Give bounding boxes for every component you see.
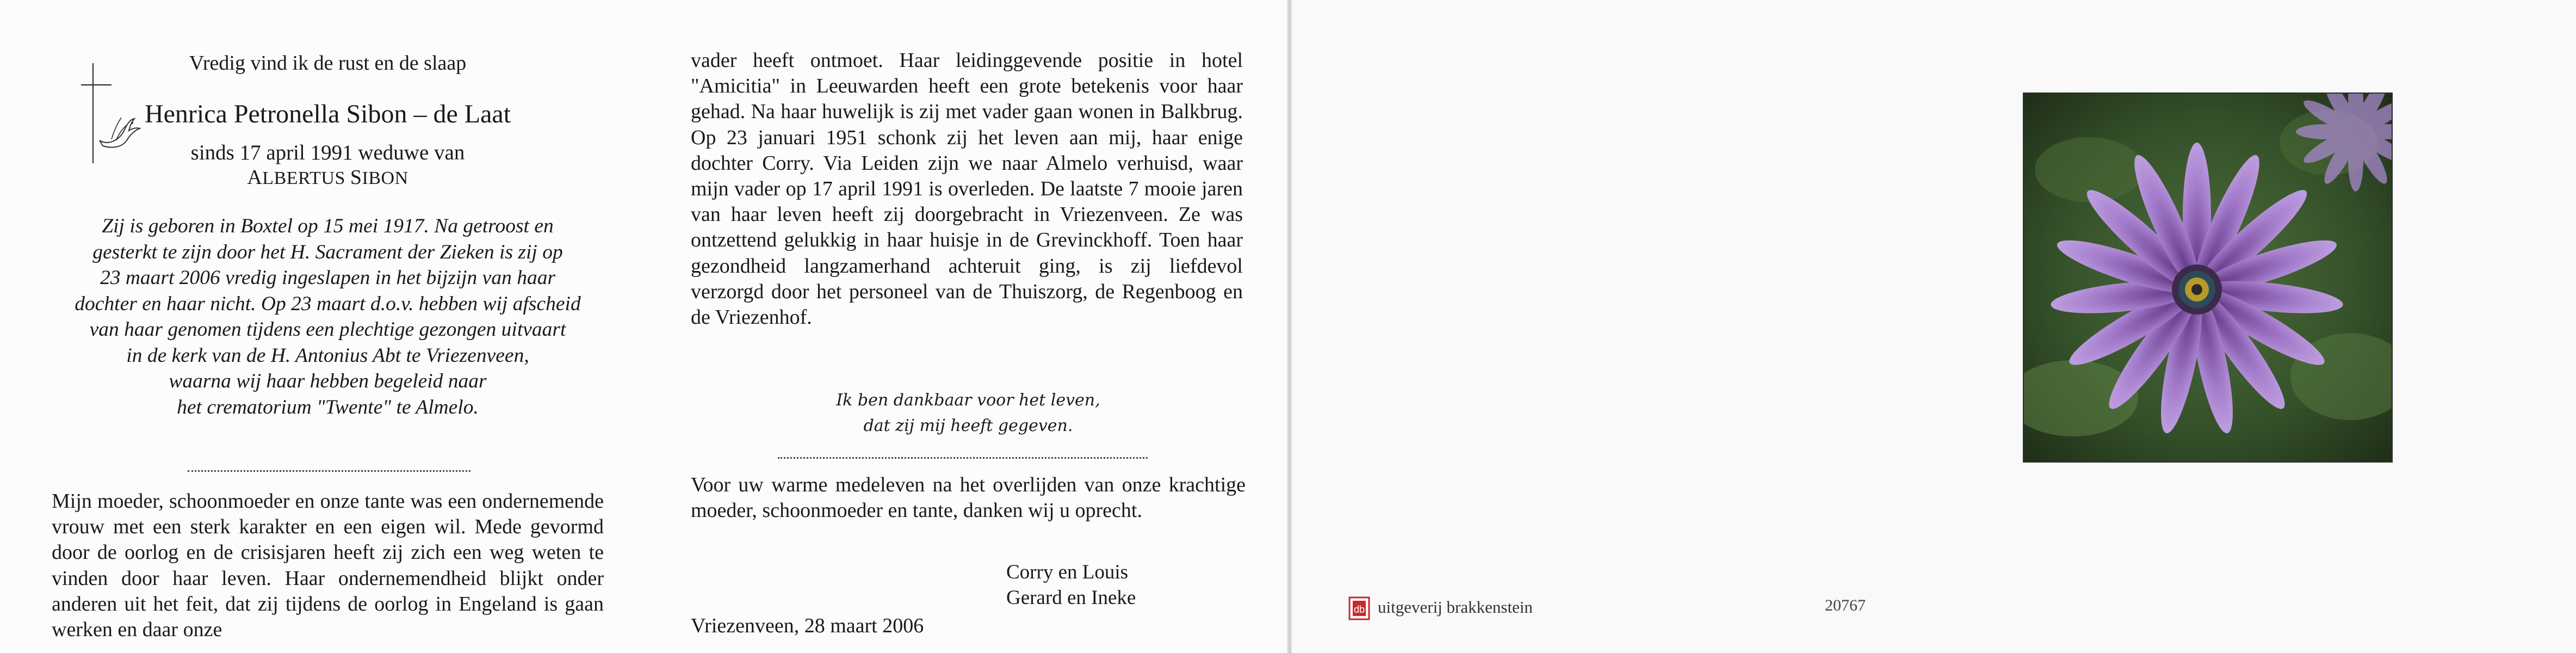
bio-line: 23 maart 2006 vredig ingeslapen in het bijzijn van haar <box>100 267 556 289</box>
card-code: 20767 <box>1825 596 1866 614</box>
memorial-paragraph-2: vader heeft ontmoet. Haar leidinggevende positie in hotel "Amicitia" in Leeuwarden heeft een grote betekenis voor haar gehad. Na haar huwelijk is zij met vader gaan wonen in Balkbrug. Op 23 januari 1951 schonk zij het leven aan mij, haar enige dochter Corry. Via Leiden zijn we naar Almelo verhuisd, waar mijn vader op 17 april 1991 is overleden. De laatste 7 mooie jaren van haar leven heeft zij doorgebracht in Vriezenveen. Ze was ontzettend gelukkig in haar huisje in de Grevinckhoff. Toen haar gezondheid langzamerhand achteruit ging, is zij liefdevol verzorgd door het personeel van de Thuiszorg, de Regenboog en de Vriezenhof. <box>691 49 1243 329</box>
bio-line: Zij is geboren in Boxtel op 15 mei 1917. Na getroost en <box>102 215 554 237</box>
bio-line: van haar genomen tijdens een plechtige gezongen uitvaart <box>89 318 566 341</box>
purple-daisy-photo <box>2023 93 2393 463</box>
place-and-date: Vriezenveen, 28 maart 2006 <box>691 614 924 637</box>
card-back <box>1292 0 2576 653</box>
biography-italic <box>52 213 604 420</box>
dotted-divider <box>188 470 470 472</box>
bio-line: dochter en haar nicht. Op 23 maart d.o.v. hebben wij afscheid <box>75 292 581 315</box>
husband-name: ALBERTUS SIBON <box>247 166 408 189</box>
publisher-name: uitgeverij brakkenstein <box>1378 597 1533 617</box>
signatures <box>1006 559 1136 611</box>
bio-line: in de kerk van de H. Antonius Abt te Vriezenveen, <box>126 344 529 367</box>
widow-since: sinds 17 april 1991 weduwe van <box>190 141 465 164</box>
thanks-paragraph: Voor uw warme medeleven na het overlijden van onze krachtige moeder, schoonmoeder en tante, danken wij u oprecht. <box>691 473 1246 522</box>
poem-line: Ik ben dankbaar voor het leven, <box>836 391 1100 410</box>
poem-line: dat zij mij heeft gegeven. <box>863 416 1073 435</box>
memorial-paragraph-1: Mijn moeder, schoonmoeder en onze tante was een ondernemende vrouw met een sterk karakter en een eigen wil. Mede gevormd door de oorlog en de crisisjaren heeft zij zich een weg weten te vinden door haar leven. Haar ondernemendheid blijkt onder anderen uit het feit, dat zij tijdens de oorlog in Engeland is gaan werken en daar onze <box>52 490 604 642</box>
svg-text:db: db <box>1353 604 1365 615</box>
publisher-logo-icon <box>1348 596 1370 620</box>
bio-line: waarna wij haar hebben begeleid naar <box>169 370 487 392</box>
signature-line: Corry en Louis <box>1006 561 1129 583</box>
signature-line: Gerard en Ineke <box>1006 587 1136 609</box>
bio-line: gesterkt te zijn door het H. Sacrament der Zieken is zij op <box>92 241 563 263</box>
deceased-name: Henrica Petronella Sibon – de Laat <box>144 100 511 128</box>
poem <box>691 387 1246 439</box>
bio-line: het crematorium "Twente" te Almelo. <box>177 396 479 418</box>
dotted-divider <box>778 457 1148 459</box>
motto: Vredig vind ik de rust en de slaap <box>189 52 467 75</box>
flower-image <box>2024 94 2392 461</box>
